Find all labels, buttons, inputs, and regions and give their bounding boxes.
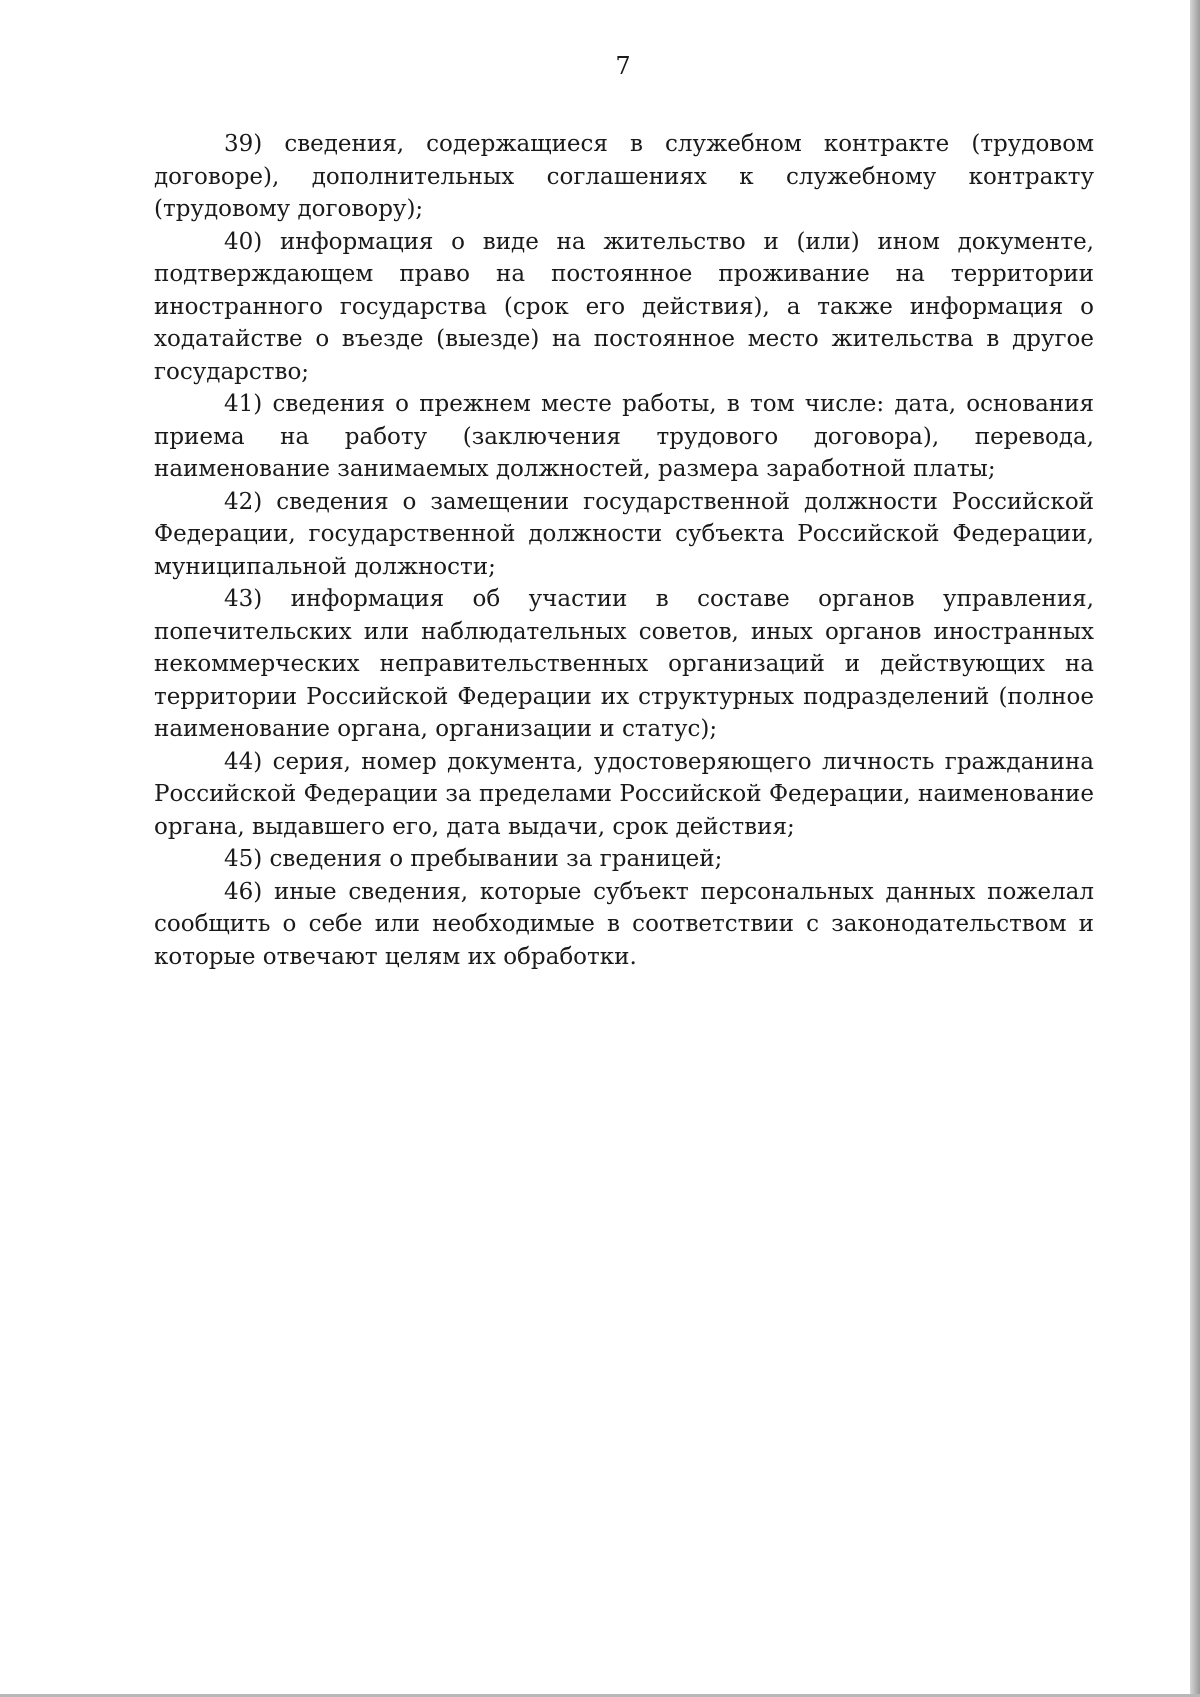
paragraph-46: 46) иные сведения, которые субъект персональных данных пожелал сообщить о себе или необходимые в соответствии с законодательством и которые отвечают целям их обработки. (154, 878, 1094, 970)
scan-edge-shadow (1190, 0, 1200, 1697)
paragraph-43: 43) информация об участии в составе органов управления, попечительских или наблюдательных советов, иных органов иностранных некоммерческих неправительственных организаций и действующих на территории Российской Федерации их структурных подразделений (полное наименование органа, организации и статус); (154, 586, 1094, 742)
paragraph-44: 44) серия, номер документа, удостоверяющего личность гражданина Российской Федерации за пределами Российской Федерации, наименование органа, выдавшего его, дата выдачи, срок действия; (154, 748, 1094, 840)
paragraph-40: 40) информация о виде на жительство и (или) ином документе, подтверждающем право на постоянное проживание на территории иностранного государства (срок его действия), а также информация о ходатайстве о въезде (выезде) на постоянное место жительства в другое государство; (154, 228, 1094, 385)
paragraph-45: 45) сведения о пребывании за границей; (224, 846, 723, 872)
page-number: 7 (615, 52, 631, 80)
paragraph-41: 41) сведения о прежнем месте работы, в том числе: дата, основания приема на работу (заключения трудового договора), перевода, наименование занимаемых должностей, размера заработной платы; (154, 391, 1094, 482)
document-body (154, 128, 1094, 973)
paragraph-42: 42) сведения о замещении государственной должности Российской Федерации, государственной должности субъекта Российской Федерации, муниципальной должности; (154, 488, 1094, 580)
paragraph-39: 39) сведения, содержащиеся в служебном контракте (трудовом договоре), дополнительных соглашениях к служебному контракту (трудовому договору); (154, 131, 1094, 222)
